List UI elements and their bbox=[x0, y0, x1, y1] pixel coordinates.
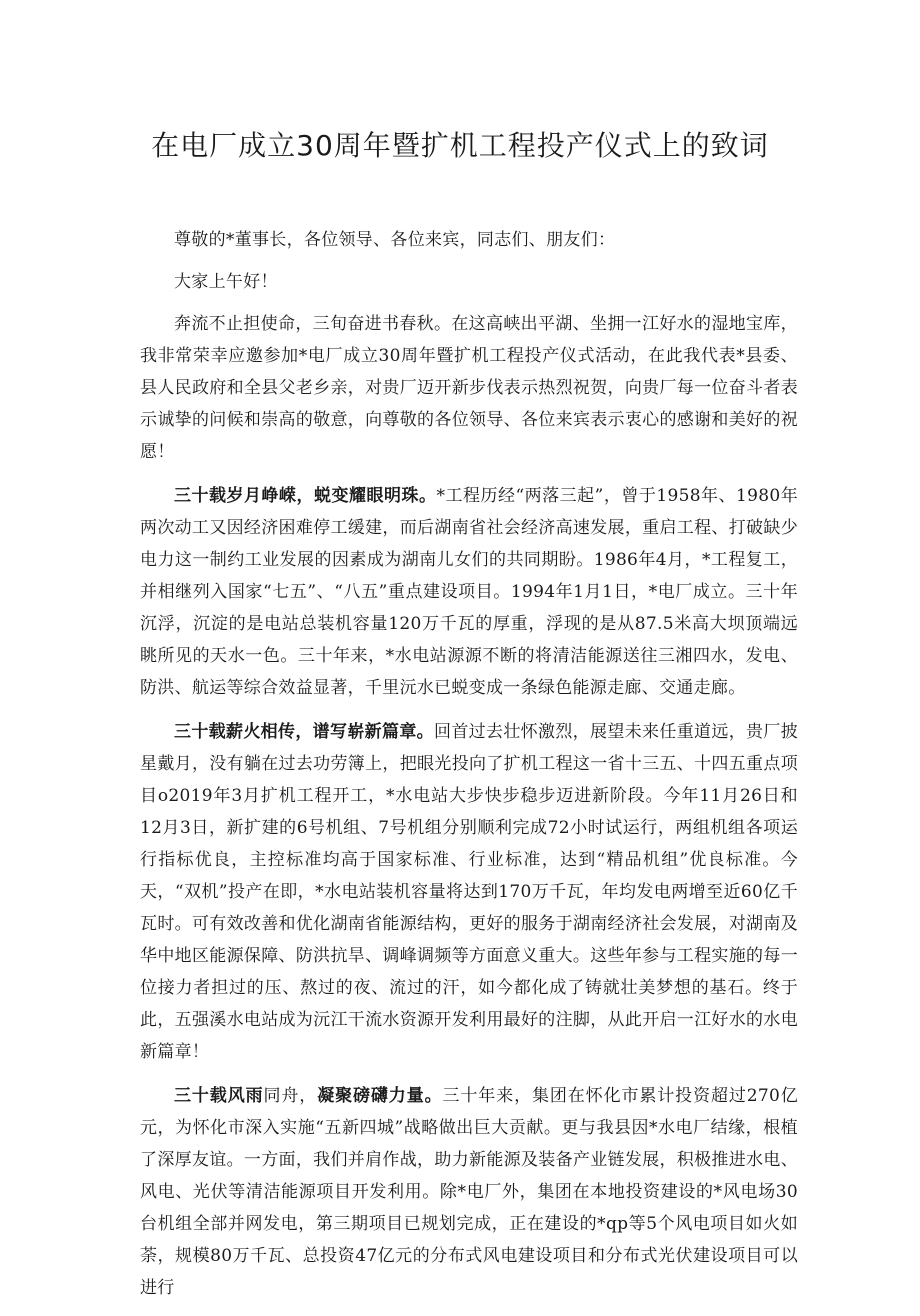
section-lead-mid: 同舟， bbox=[263, 1086, 318, 1106]
intro-paragraph: 奔流不止担使命，三旬奋进书春秋。在这高峡出平湖、坐拥一江好水的湿地宝库，我非常荣幸应邀参加*电厂成立30周年暨扩机工程投产仪式活动，在此我代表*县委、县人民政府和全县父老乡亲，对贵厂迈开新步伐表示热烈祝贺，向贵厂每一位奋斗者表示诚挚的问候和崇高的敬意，向尊敬的各位领导、各位来宾表示衷心的感谢和美好的祝愿！ bbox=[140, 314, 798, 462]
section-paragraph-2 bbox=[140, 716, 798, 1068]
section-text: 三十年来，集团在怀化市累计投资超过270亿元，为怀化市深入实施“五新四城”战略做出巨大贡献。更与我县因*水电厂结缘，根植了深厚友谊。一方面，我们并肩作战，助力新能源及装备产业链发展，积极推进水电、风电、光伏等清洁能源项目开发利用。除*电厂外，集团在本地投资建设的*风电场30台机组全部并网发电，第三期项目已规划完成，正在建设的*qp等5个风电项目如火如荼，规模80万千瓦、总投资47亿元的分布式风电建设项目和分布式光伏建设项目可以进行 bbox=[140, 1086, 799, 1298]
section-text: *工程历经“两落三起”，曾于1958年、1980年两次动工又因经济困难停工缓建，而后湖南省社会经济高速发展，重启工程、打破缺少电力这一制约工业发展的因素成为湖南儿女们的共同期盼。1986年4月，*工程复工，并相继列入国家“七五”、“八五”重点建设项目。1994年1月1日，*电厂成立。三十年沉浮，沉淀的是电站总装机容量120万千瓦的厚重，浮现的是从87.5米高大坝顶端远眺所见的天水一色。三十年来，*水电站源源不断的将清洁能源送往三湘四水，发电、防洪、航运等综合效益显著，千里沅水已蜕变成一条绿色能源走廊、交通走廊。 bbox=[140, 486, 798, 698]
section-lead-a: 三十载风雨 bbox=[174, 1086, 264, 1106]
section-lead-b: 凝聚磅礴力量。 bbox=[317, 1086, 443, 1106]
section-lead: 三十载薪火相传，谱写崭新篇章。 bbox=[174, 722, 435, 742]
section-paragraph-1 bbox=[140, 480, 798, 704]
section-paragraph-3 bbox=[140, 1080, 798, 1304]
section-lead: 三十载岁月峥嵘，蜕变耀眼明珠。 bbox=[174, 486, 437, 506]
document-title: 在电厂成立30周年暨扩机工程投产仪式上的致词 bbox=[151, 129, 769, 162]
salutation: 尊敬的*董事长，各位领导、各位来宾，同志们、朋友们： bbox=[174, 230, 616, 250]
greeting: 大家上午好！ bbox=[174, 272, 278, 292]
document-body bbox=[140, 224, 798, 1316]
section-text: 回首过去壮怀激烈，展望未来任重道远，贵厂披星戴月，没有躺在过去功劳簿上，把眼光投向了扩机工程这一省十三五、十四五重点项目o2019年3月扩机工程开工，*水电站大步快步稳步迈进新阶段。今年11月26日和12月3日，新扩建的6号机组、7号机组分别顺利完成72小时试运行，两组机组各项运行指标优良，主控标准均高于国家标准、行业标准，达到“精品机组”优良标准。今天，“双机”投产在即，*水电站装机容量将达到170万千瓦，年均发电两增至近60亿千瓦时。可有效改善和优化湖南省能源结构，更好的服务于湖南经济社会发展，对湖南及华中地区能源保障、防洪抗旱、调峰调频等方面意义重大。这些年参与工程实施的每一位接力者担过的压、熬过的夜、流过的汗，如今都化成了铸就壮美梦想的基石。终于此，五强溪水电站成为沅江干流水资源开发利用最好的注脚，从此开启一江好水的水电新篇章！ bbox=[140, 722, 798, 1062]
